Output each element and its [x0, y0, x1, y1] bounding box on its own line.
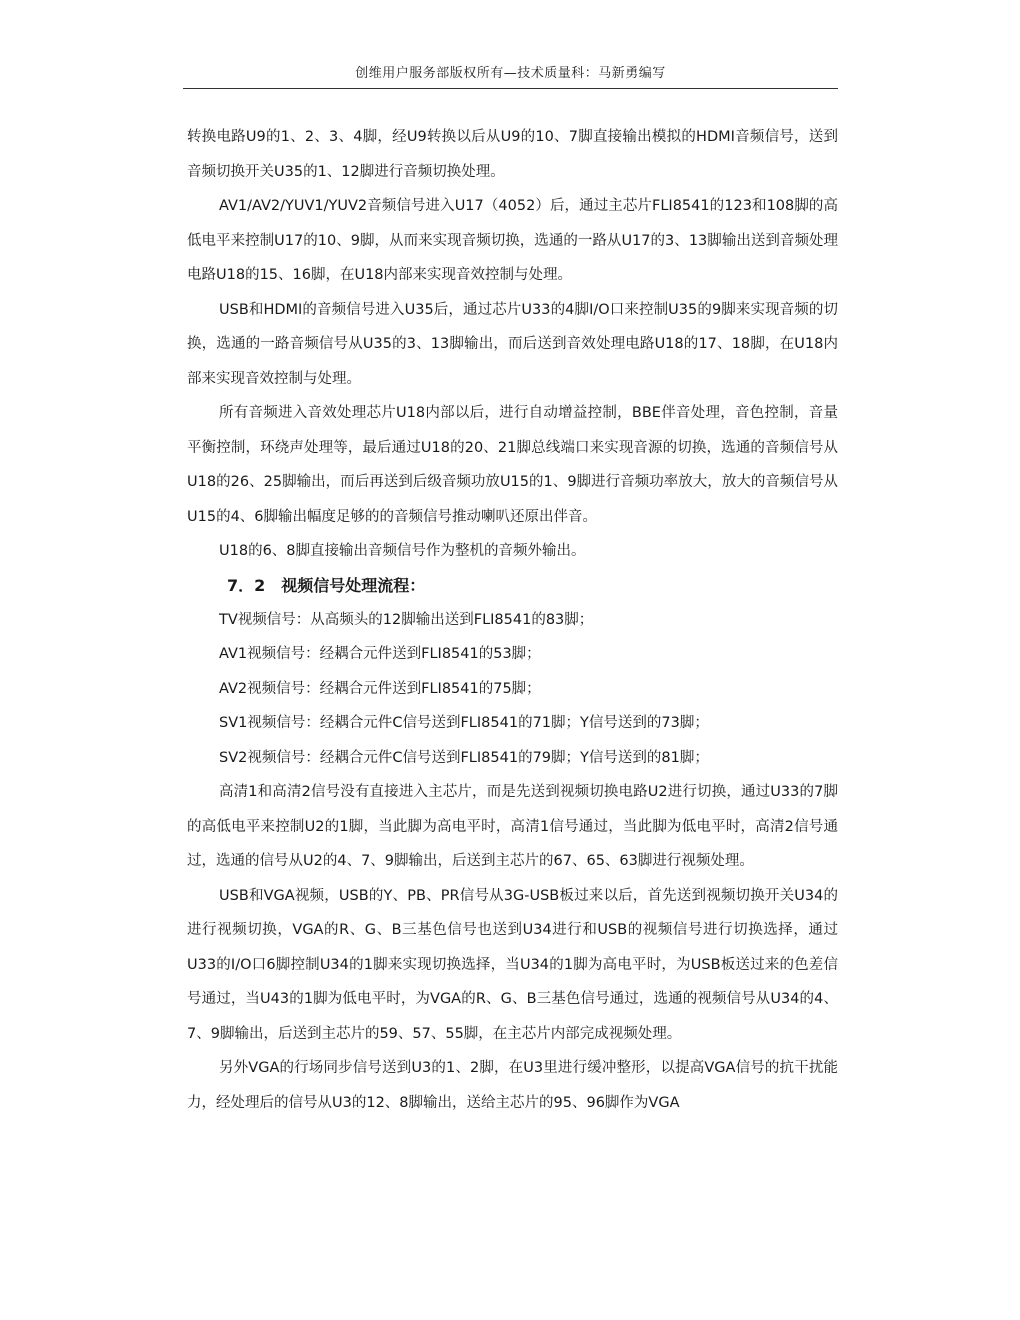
- paragraph-usb-hdmi-audio: USB和HDMI的音频信号进入U35后，通过芯片U33的4脚I/O口来控制U35的9脚来实现音频的切换，选通的一路音频信号从U35的3、13脚输出，而后送到音效处理电路U18的17、18脚，在U18内部来实现音效控制与处理。: [187, 301, 838, 387]
- page-header: 创维用户服务部版权所有—技术质量科：马新勇编写: [355, 66, 666, 81]
- header-divider: [183, 88, 838, 89]
- video-line-tv: TV视频信号：从高频头的12脚输出送到FLI8541的83脚；: [219, 611, 594, 628]
- paragraph-usb-vga-video: USB和VGA视频，USB的Y、PB、PR信号从3G-USB板过来以后，首先送到视频切换开关U34的进行视频切换，VGA的R、G、B三基色信号也送到U34进行和USB的视频信号进行切换选择，通过U33的I/O口6脚控制U34的1脚来实现切换选择，当U34的1脚为高电平时，为USB板送过来的色差信号通过，当U43的1脚为低电平时，为VGA的R、G、B三基色信号通过，选通的视频信号从U34的4、7、9脚输出，后送到主芯片的59、57、55脚，在主芯片内部完成视频处理。: [187, 887, 838, 1042]
- paragraph-hdmi-audio-continued: 转换电路U9的1、2、3、4脚，经U9转换以后从U9的10、7脚直接输出模拟的HDMI音频信号，送到音频切换开关U35的1、12脚进行音频切换处理。: [187, 129, 838, 180]
- paragraph-audio-output: U18的6、8脚直接输出音频信号作为整机的音频外输出。: [219, 543, 586, 559]
- paragraph-audio-processing: 所有音频进入音效处理芯片U18内部以后，进行自动增益控制，BBE伴音处理，音色控制，音量平衡控制，环绕声处理等，最后通过U18的20、21脚总线端口来实现音源的切换，选通的音频信号从U18的26、25脚输出，而后再送到后级音频功放U15的1、9脚进行音频功率放大，放大的音频信号从U15的4、6脚输出幅度足够的的音频信号推动喇叭还原出伴音。: [187, 405, 838, 525]
- paragraph-vga-sync: 另外VGA的行场同步信号送到U3的1、2脚，在U3里进行缓冲整形，以提高VGA信号的抗干扰能力，经处理后的信号从U3的12、8脚输出，送给主芯片的95、96脚作为VGA: [187, 1060, 838, 1111]
- document-body: [187, 120, 838, 1120]
- video-line-sv2: SV2视频信号：经耦合元件C信号送到FLI8541的79脚；Y信号送到的81脚；: [219, 749, 709, 766]
- video-line-av2: AV2视频信号：经耦合元件送到FLI8541的75脚；: [219, 680, 541, 697]
- section-title-video: 7．2 视频信号处理流程：: [227, 575, 426, 595]
- video-line-sv1: SV1视频信号：经耦合元件C信号送到FLI8541的71脚；Y信号送到的73脚；: [219, 715, 709, 731]
- paragraph-av-audio: AV1/AV2/YUV1/YUV2音频信号进入U17（4052）后，通过主芯片FLI8541的123和108脚的高低电平来控制U17的10、9脚，从而来实现音频切换，选通的一路从U17的3、13脚输出送到音频处理电路U18的15、16脚，在U18内部来实现音效控制与处理。: [187, 198, 838, 283]
- paragraph-hd-video: 高清1和高清2信号没有直接进入主芯片，而是先送到视频切换电路U2进行切换，通过U33的7脚的高低电平来控制U2的1脚，当此脚为高电平时，高清1信号通过，当此脚为低电平时，高清2信号通过，选通的信号从U2的4、7、9脚输出，后送到主芯片的67、65、63脚进行视频处理。: [187, 784, 838, 869]
- video-line-av1: AV1视频信号：经耦合元件送到FLI8541的53脚；: [219, 646, 541, 662]
